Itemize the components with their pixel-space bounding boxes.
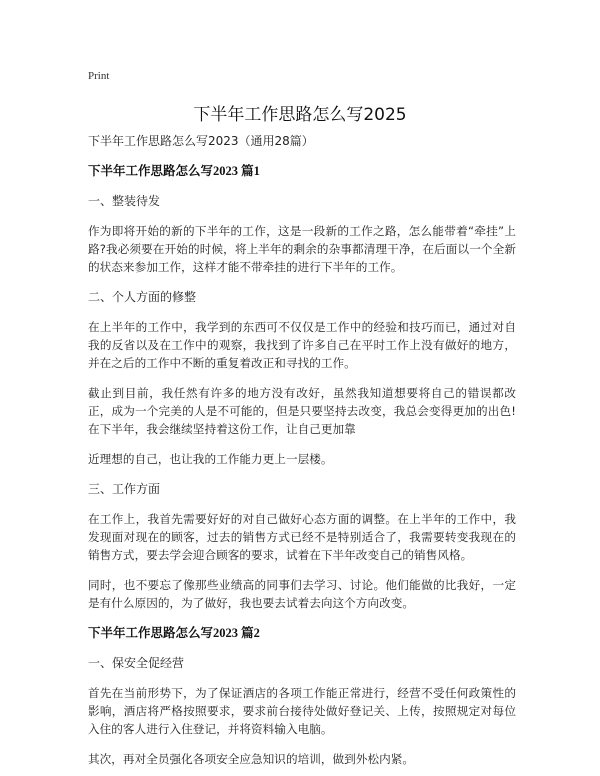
section-title: 一、保安全促经营 bbox=[88, 656, 185, 670]
document-body bbox=[88, 132, 516, 774]
paragraph: 首先在当前形势下，为了保证酒店的各项工作能正常进行，经营不受任何政策性的影响，酒店将严格按照要求，要求前台接待处做好登记关、上传，按照规定对每位入住的客人进行入住登记，并将资料输入电脑。 bbox=[88, 686, 516, 736]
paragraph: 同时，也不要忘了像那些业绩高的同事们去学习、讨论。他们能做的比我好，一定是有什么原因的，为了做好，我也要去试着去向这个方向改变。 bbox=[88, 578, 516, 610]
paragraph: 在上半年的工作中，我学到的东西可不仅仅是工作中的经验和技巧而已，通过对自我的反省以及在工作中的观察，我找到了许多自己在平时工作上没有做好的地方，并在之后的工作中不断的重复着改正和寻找的工作。 bbox=[88, 320, 516, 370]
paragraph: 近理想的自己，也让我的工作能力更上一层楼。 bbox=[88, 452, 333, 466]
document-subtitle: 下半年工作思路怎么写2023（通用28篇） bbox=[88, 134, 314, 148]
article-heading: 下半年工作思路怎么写2023 篇2 bbox=[88, 626, 260, 640]
section-title: 三、工作方面 bbox=[88, 482, 161, 496]
print-label[interactable]: Print bbox=[88, 70, 110, 82]
paragraph: 其次，再对全员强化各项安全应急知识的培训，做到外松内紧。 bbox=[88, 752, 415, 766]
paragraph: 作为即将开始的新的下半年的工作，这是一段新的工作之路，怎么能带着“牵挂”上路?我必须要在开始的时候，将上半年的剩余的杂事都清理干净，在后面以一个全新的状态来参加工作，这样才能不带牵挂的进行下半年的工作。 bbox=[88, 224, 516, 274]
page-title: 下半年工作思路怎么写2025 bbox=[193, 105, 407, 125]
paragraph: 在工作上，我首先需要好好的对自己做好心态方面的调整。在上半年的工作中，我发现面对现在的顾客，过去的销售方式已经不是特别适合了，我需要转变我现在的销售方式，要去学会迎合顾客的要求，试着在下半年改变自己的销售风格。 bbox=[88, 512, 516, 562]
section-title: 二、个人方面的修整 bbox=[88, 290, 197, 304]
paragraph: 截止到目前，我任然有许多的地方没有改好，虽然我知道想要将自己的错误都改正，成为一个完美的人是不可能的，但是只要坚持去改变，我总会变得更加的出色!在下半年，我会继续坚持着这份工作，让自己更加靠 bbox=[88, 386, 516, 436]
article-heading: 下半年工作思路怎么写2023 篇1 bbox=[88, 164, 260, 178]
section-title: 一、整装待发 bbox=[88, 194, 161, 208]
